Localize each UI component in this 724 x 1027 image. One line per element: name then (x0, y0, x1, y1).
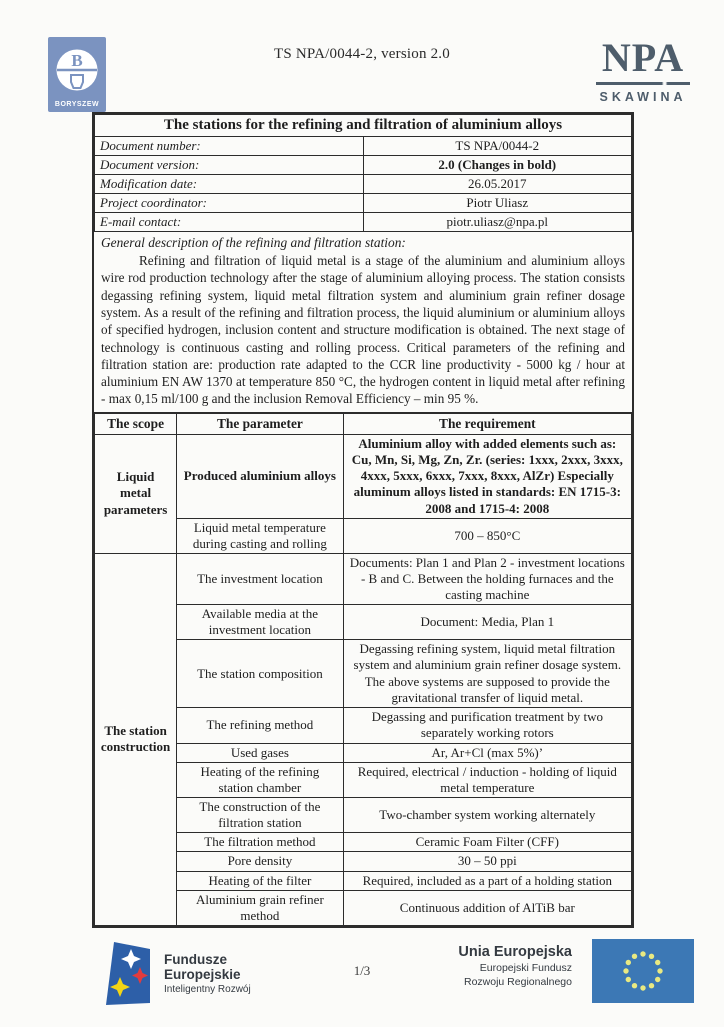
spec-requirement-cell: Continuous addition of AlTiB bar (343, 890, 631, 925)
spec-requirement-cell: Two-chamber system working alternately (343, 798, 631, 833)
spec-requirement-cell: Document: Media, Plan 1 (343, 605, 631, 640)
document-title-row (95, 115, 632, 137)
spec-requirement-cell: 700 – 850°C (343, 518, 631, 553)
meta-row (95, 156, 632, 175)
eu-subtitle-line1: Europejski Fundusz (479, 962, 572, 975)
document-meta-table (94, 114, 632, 232)
spec-requirement-cell: 30 – 50 ppi (343, 852, 631, 871)
spec-parameter-cell: The station composition (177, 640, 343, 708)
document-reference: TS NPA/0044-2, version 2.0 (274, 46, 450, 62)
spec-row (95, 553, 632, 605)
eu-subtitle-line2: Rozwoju Regionalnego (464, 975, 572, 988)
npa-logo-rule (596, 82, 690, 85)
meta-label: Modification date: (95, 175, 364, 194)
eu-flag-icon (592, 939, 694, 1003)
general-description-body: Refining and filtration of liquid metal is a stage of the aluminium and aluminium alloys wire rod production technology after the stage of aluminium alloying process. The station consists degassing refining system, liquid metal filtration system and aluminium grain refiner dosage system. As a result of the refining and filtration process, the liquid aluminium or aluminium alloys of specified hydrogen, inclusion content and structure modification is obtained. The next stage of technology is continuous casting and rolling process. Critical parameters of the refining and filtration station are: production rate adapted to the CCR line productivity - 5000 kg / hour at aluminium EN AW 1370 at temperature 850 °C, the hydrogen content in liquid metal after refining - max 0,15 ml/100 g and the inclusion Removal Efficiency – min 95 %. (101, 253, 625, 407)
spec-parameter-cell: Produced aluminium alloys (177, 434, 343, 518)
boryszew-wordmark: BORYSZEW (54, 101, 100, 108)
general-description (94, 232, 632, 413)
fundusze-title-line2: Europejskie (164, 967, 241, 982)
spec-requirement-cell: Ar, Ar+Cl (max 5%)’ (343, 743, 631, 762)
spec-requirement-cell: Documents: Plan 1 and Plan 2 - investment locations - B and C. Between the holding furnaces and the casting machine (343, 553, 631, 605)
npa-logo-name: NPA (601, 35, 685, 80)
meta-value: TS NPA/0044-2 (363, 137, 632, 156)
spec-requirement-cell: Required, electrical / induction - holding of liquid metal temperature (343, 762, 631, 798)
spec-requirement-cell: Ceramic Foam Filter (CFF) (343, 833, 631, 852)
spec-parameter-cell: Available media at the investment location (177, 605, 343, 640)
meta-value: 2.0 (Changes in bold) (363, 156, 632, 175)
spec-parameter-cell: Heating of the filter (177, 871, 343, 890)
spec-parameter-cell: Liquid metal temperature during casting and rolling (177, 518, 343, 553)
spec-header-requirement: The requirement (343, 413, 631, 434)
meta-label: Document number: (95, 137, 364, 156)
spec-header-row (95, 413, 632, 434)
npa-skawina-logo (594, 35, 692, 104)
spec-parameter-cell: Used gases (177, 743, 343, 762)
meta-row (95, 194, 632, 213)
page-footer (0, 937, 724, 1027)
spec-parameter-cell: The refining method (177, 708, 343, 744)
document-title: The stations for the refining and filtration of aluminium alloys (95, 115, 632, 137)
meta-label: E-mail contact: (95, 213, 364, 232)
spec-scope-cell: The station construction (95, 553, 177, 925)
spec-parameter-cell: Pore density (177, 852, 343, 871)
spec-parameter-cell: The construction of the filtration station (177, 798, 343, 833)
page-number: 1/3 (353, 962, 371, 978)
document-frame (92, 112, 634, 928)
meta-label: Document version: (95, 156, 364, 175)
meta-row (95, 175, 632, 194)
unia-europejska-label (458, 945, 572, 989)
meta-value: piotr.uliasz@npa.pl (363, 213, 632, 232)
meta-value: Piotr Uliasz (363, 194, 632, 213)
spec-requirement-cell: Degassing refining system, liquid metal filtration system and aluminium grain refiner dosage system. The above systems are supposed to provide the gravitational transfer of liquid metal. (343, 640, 631, 708)
fundusze-subtitle: Inteligentny Rozwój (164, 984, 251, 996)
meta-value: 26.05.2017 (363, 175, 632, 194)
spec-requirement-cell: Required, included as a part of a holding station (343, 871, 631, 890)
general-description-heading: General description of the refining and filtration station: (101, 235, 406, 250)
spec-parameter-cell: The filtration method (177, 833, 343, 852)
npa-logo-city: SKAWINA (599, 90, 687, 104)
spec-scope-cell: Liquid metal parameters (95, 434, 177, 553)
spec-parameter-cell: The investment location (177, 553, 343, 605)
eu-title: Unia Europejska (458, 943, 572, 960)
spec-header-scope: The scope (95, 413, 177, 434)
meta-label: Project coordinator: (95, 194, 364, 213)
spec-parameter-cell: Aluminium grain refiner method (177, 890, 343, 925)
spec-requirement-cell: Degassing and purification treatment by two separately working rotors (343, 708, 631, 744)
spec-parameter-cell: Heating of the refining station chamber (177, 762, 343, 798)
page-header (0, 0, 724, 112)
boryszew-letter: B (71, 51, 83, 70)
meta-row (95, 213, 632, 232)
fundusze-title-line1: Fundusze (164, 951, 227, 967)
spec-header-parameter: The parameter (177, 413, 343, 434)
spec-row (95, 434, 632, 518)
spec-requirement-cell: Aluminium alloy with added elements such as: Cu, Mn, Si, Mg, Zn, Zr. (series: 1xxx, 2xxx, 3xxx, 4xxx, 5xxx, 6xxx, 7xxx, 8xxx, AlZr) Especially aluminum alloys listed in standards: EN 1715-3: 2008 and 1715-4: 2008 (343, 434, 631, 518)
specification-table (94, 413, 632, 926)
meta-row (95, 137, 632, 156)
